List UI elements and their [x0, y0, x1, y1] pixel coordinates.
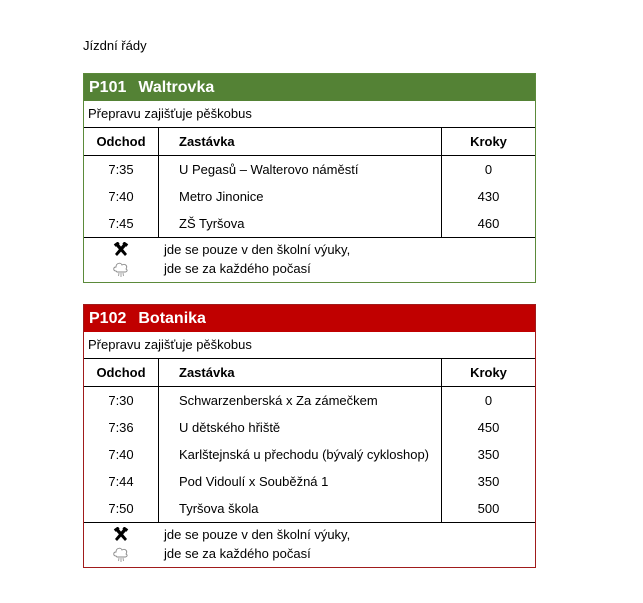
- step-count: 350: [442, 468, 536, 495]
- departure-time: 7:44: [84, 468, 159, 495]
- column-header-steps: Kroky: [442, 359, 536, 387]
- route-table-p101: [83, 73, 536, 283]
- step-count: 460: [442, 210, 536, 238]
- table-row: [84, 210, 535, 238]
- route-code: P101: [89, 79, 127, 96]
- departure-time: 7:40: [84, 441, 159, 468]
- stop-name: Tyršova škola: [159, 495, 442, 523]
- route-header: [84, 305, 535, 332]
- route-header: [84, 74, 535, 101]
- step-count: 0: [442, 387, 536, 415]
- step-count: 430: [442, 183, 536, 210]
- legend: [84, 238, 535, 282]
- hammer-and-pick-icon: [84, 242, 158, 258]
- route-operator: Přepravu zajišťuje pěškobus: [84, 101, 535, 128]
- column-header-stop: Zastávka: [159, 359, 442, 387]
- legend-item: [84, 525, 535, 544]
- legend-item: [84, 259, 535, 278]
- step-count: 450: [442, 414, 536, 441]
- hammer-and-pick-icon: [84, 527, 158, 543]
- table-row: [84, 183, 535, 210]
- timetable: [84, 128, 535, 238]
- column-header-departure: Odchod: [84, 128, 159, 156]
- document-title: Jízdní řády: [83, 38, 147, 53]
- timetable: [84, 359, 535, 523]
- legend-text: jde se za každého počasí: [164, 261, 311, 276]
- departure-time: 7:50: [84, 495, 159, 523]
- rain-cloud-icon: [84, 545, 158, 563]
- legend-text: jde se za každého počasí: [164, 546, 311, 561]
- column-header-steps: Kroky: [442, 128, 536, 156]
- route-code: P102: [89, 310, 127, 327]
- legend: [84, 523, 535, 567]
- stop-name: Karlštejnská u přechodu (bývalý cykloshop): [179, 447, 430, 462]
- table-row: [84, 156, 535, 184]
- departure-time: 7:36: [84, 414, 159, 441]
- table-row: [84, 387, 535, 415]
- legend-item: [84, 240, 535, 259]
- rain-cloud-icon: [84, 260, 158, 278]
- column-header-stop: Zastávka: [159, 128, 442, 156]
- column-header-departure: Odchod: [84, 359, 159, 387]
- departure-time: 7:40: [84, 183, 159, 210]
- departure-time: 7:45: [84, 210, 159, 238]
- route-table-p102: [83, 304, 536, 568]
- departure-time: 7:35: [84, 156, 159, 184]
- departure-time: 7:30: [84, 387, 159, 415]
- table-row: [84, 495, 535, 523]
- route-name: Waltrovka: [138, 79, 215, 96]
- stop-name: U dětského hřiště: [179, 420, 281, 435]
- stop-name: Pod Vidoulí x Souběžná 1: [179, 474, 329, 489]
- table-row: [84, 468, 535, 495]
- stop-name: U Pegasů – Walterovo náměstí: [179, 162, 359, 177]
- stop-name: ZŠ Tyršova: [159, 210, 442, 238]
- legend-text: jde se pouze v den školní výuky,: [164, 527, 351, 542]
- stop-name: Schwarzenberská x Za zámečkem: [179, 393, 378, 408]
- step-count: 0: [442, 156, 536, 184]
- table-row: [84, 441, 535, 468]
- route-operator: Přepravu zajišťuje pěškobus: [84, 332, 535, 359]
- legend-text: jde se pouze v den školní výuky,: [164, 242, 351, 257]
- step-count: 350: [442, 441, 536, 468]
- table-row: [84, 414, 535, 441]
- route-name: Botanika: [138, 310, 206, 327]
- table-header-row: [84, 359, 535, 387]
- table-header-row: [84, 128, 535, 156]
- step-count: 500: [442, 495, 536, 523]
- legend-item: [84, 544, 535, 563]
- stop-name: Metro Jinonice: [179, 189, 264, 204]
